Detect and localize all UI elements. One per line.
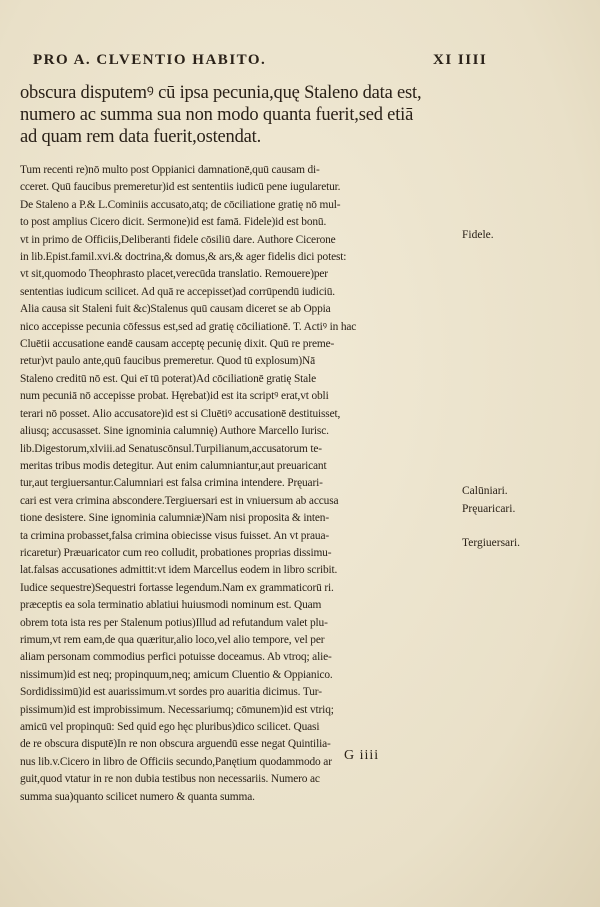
- folio-number: XI IIII: [433, 52, 488, 68]
- commentary-line: Cluētii accusatione eandē causam acceptę pecunię dixit. Quū re preme-: [20, 338, 335, 351]
- commentary-line: aliam personam commodius perfici potuisse doceamus. Ab vtroq; alie-: [20, 651, 332, 664]
- commentary-line: guit,quod vtatur in re non dubia testibus non necessariis. Numero ac: [20, 773, 320, 786]
- commentary-line: vt sit,quomodo Theophrasto placet,verecūda translatio. Remouere)per: [20, 268, 328, 281]
- commentary-line: terari nō posset. Alio accusatore)id est si Cluētiꝰ accusationē destituisset,: [20, 407, 341, 420]
- commentary-line: in lib.Epist.famil.xvi.& doctrina,& domus,& ars,& ager fidelis dici potest:: [20, 251, 347, 264]
- commentary-line: vt in primo de Officiis,Deliberanti fidele cōsiliū dare. Authore Cicerone: [20, 233, 336, 246]
- commentary-line: cceret. Quū faucibus premeretur)id est sententiis iudicū pene iugularetur.: [20, 181, 341, 194]
- commentary-line: ricaretur) Præuaricator cum reo colludit, probationes proprias dissimu-: [20, 546, 332, 559]
- margin-note: Pręuaricari.: [462, 503, 516, 515]
- commentary-line: num pecuniā nō accepisse probat. Hęrebat)id est ita scriptꝰ erat,vt obli: [20, 390, 329, 403]
- lemma-line: numero ac summa sua non modo quanta fuerit,sed etiā: [20, 105, 414, 125]
- margin-note: Calūniari.: [462, 485, 508, 497]
- margin-note: Tergiuersari.: [462, 537, 521, 549]
- commentary-line: nico accepisse pecunia cōfessus est,sed ad gratię cōciliationē. T. Actiꝰ in hac: [20, 320, 357, 333]
- commentary-line: nus lib.v.Cicero in libro de Officiis secundo,Panętium quodammodo ar: [20, 755, 332, 768]
- commentary-line: amicū vel propinquū: Sed quid ego hęc pluribus)dico scilicet. Quasi: [20, 721, 320, 733]
- commentary-line: meritas tribus modis detegitur. Aut enim calumniantur,aut preuaricant: [20, 459, 327, 472]
- commentary-line: lib.Digestorum,xlviii.ad Senatuscōnsul.Turpilianum,accusatorum te-: [20, 442, 322, 455]
- commentary-line: cari est vera crimina abscondere.Tergiuersari est in vniuersum ab accusa: [20, 494, 339, 507]
- commentary-line: aliusq; accusasset. Sine ignominia calumnię) Authore Marcello Iurisc.: [20, 425, 329, 438]
- commentary-line: tione desistere. Sine ignominia calumniæ)Nam nisi proposita & inten-: [20, 512, 329, 525]
- commentary-line: lat.falsas accusationes admittit:vt idem Marcellus eodem in libro scribit.: [20, 564, 338, 577]
- commentary-line: obrem tota ista res per Stalenum potius)Illud ad refutandum valet plu-: [20, 616, 328, 629]
- commentary-line: Sordidissimū)id est auarissimum.vt sordes pro auaritia dicimus. Tur-: [20, 686, 322, 699]
- commentary-line: Alia causa sit Staleni fuit &c)Stalenus quū causam diceret se ab Oppia: [20, 303, 331, 316]
- lemma-line: obscura disputemꝰ cū ipsa pecunia,quę Staleno data est,: [20, 83, 422, 103]
- commentary-line: pissimum)id est improbissimum. Necessariumq; cōmunem)id est vtriq;: [20, 703, 334, 716]
- commentary-line: Iudice sequestre)Sequestri fortasse legendum.Nam ex grammaticorū ri.: [20, 581, 334, 594]
- commentary-line: de re obscura disputē)In re non obscura arguendū esse negat Quintilia-: [20, 738, 331, 751]
- commentary-line: præceptis ea sola terminatio ablatiui huiusmodi nominum est. Quam: [20, 599, 322, 612]
- commentary-line: to post amplius Cicero dicit. Sermone)id est famā. Fidele)id est bonū.: [20, 216, 327, 229]
- commentary-line: nissimum)id est neq; propinquum,neq; amicum Cluentio & Oppianico.: [20, 668, 333, 681]
- lemma-text: [20, 82, 460, 148]
- margin-note: Fidele.: [462, 229, 494, 241]
- commentary-line: tur,aut tergiuersantur.Calumniari est falsa crimina intendere. Pręuari-: [20, 477, 323, 490]
- commentary-text: [20, 162, 440, 806]
- signature-mark: G iiii: [344, 748, 380, 763]
- commentary-line: sententias iudicum scilicet. Ad quā re accepisset)ad corrūpendū iudiciū.: [20, 285, 335, 298]
- commentary-line: Staleno creditū nō est. Qui eī tū poterat)Ad cōciliationē gratię Stale: [20, 372, 317, 385]
- commentary-line: rimum,vt rem eam,de qua quæritur,alio loco,vel alio tempore, vel per: [20, 633, 325, 646]
- commentary-line: Tum recenti re)nō multo post Oppianici damnationē,quū causam di-: [20, 164, 320, 176]
- lemma-line: ad quam rem data fuerit,ostendat.: [20, 127, 262, 147]
- commentary-line: De Staleno a P.& L.Cominiis accusato,atq; de cōciliatione gratię nō mul-: [20, 198, 341, 211]
- running-title: PRO A. CLVENTIO HABITO.: [33, 52, 267, 68]
- commentary-line: retur)vt paulo ante,quū faucibus premeretur. Quod tū explosum)Nā: [20, 355, 316, 368]
- commentary-line: summa sua)quanto scilicet numero & quanta summa.: [20, 790, 255, 803]
- commentary-line: ta crimina probasset,falsa crimina obiecisse visus fuisset. An vt praua-: [20, 529, 329, 542]
